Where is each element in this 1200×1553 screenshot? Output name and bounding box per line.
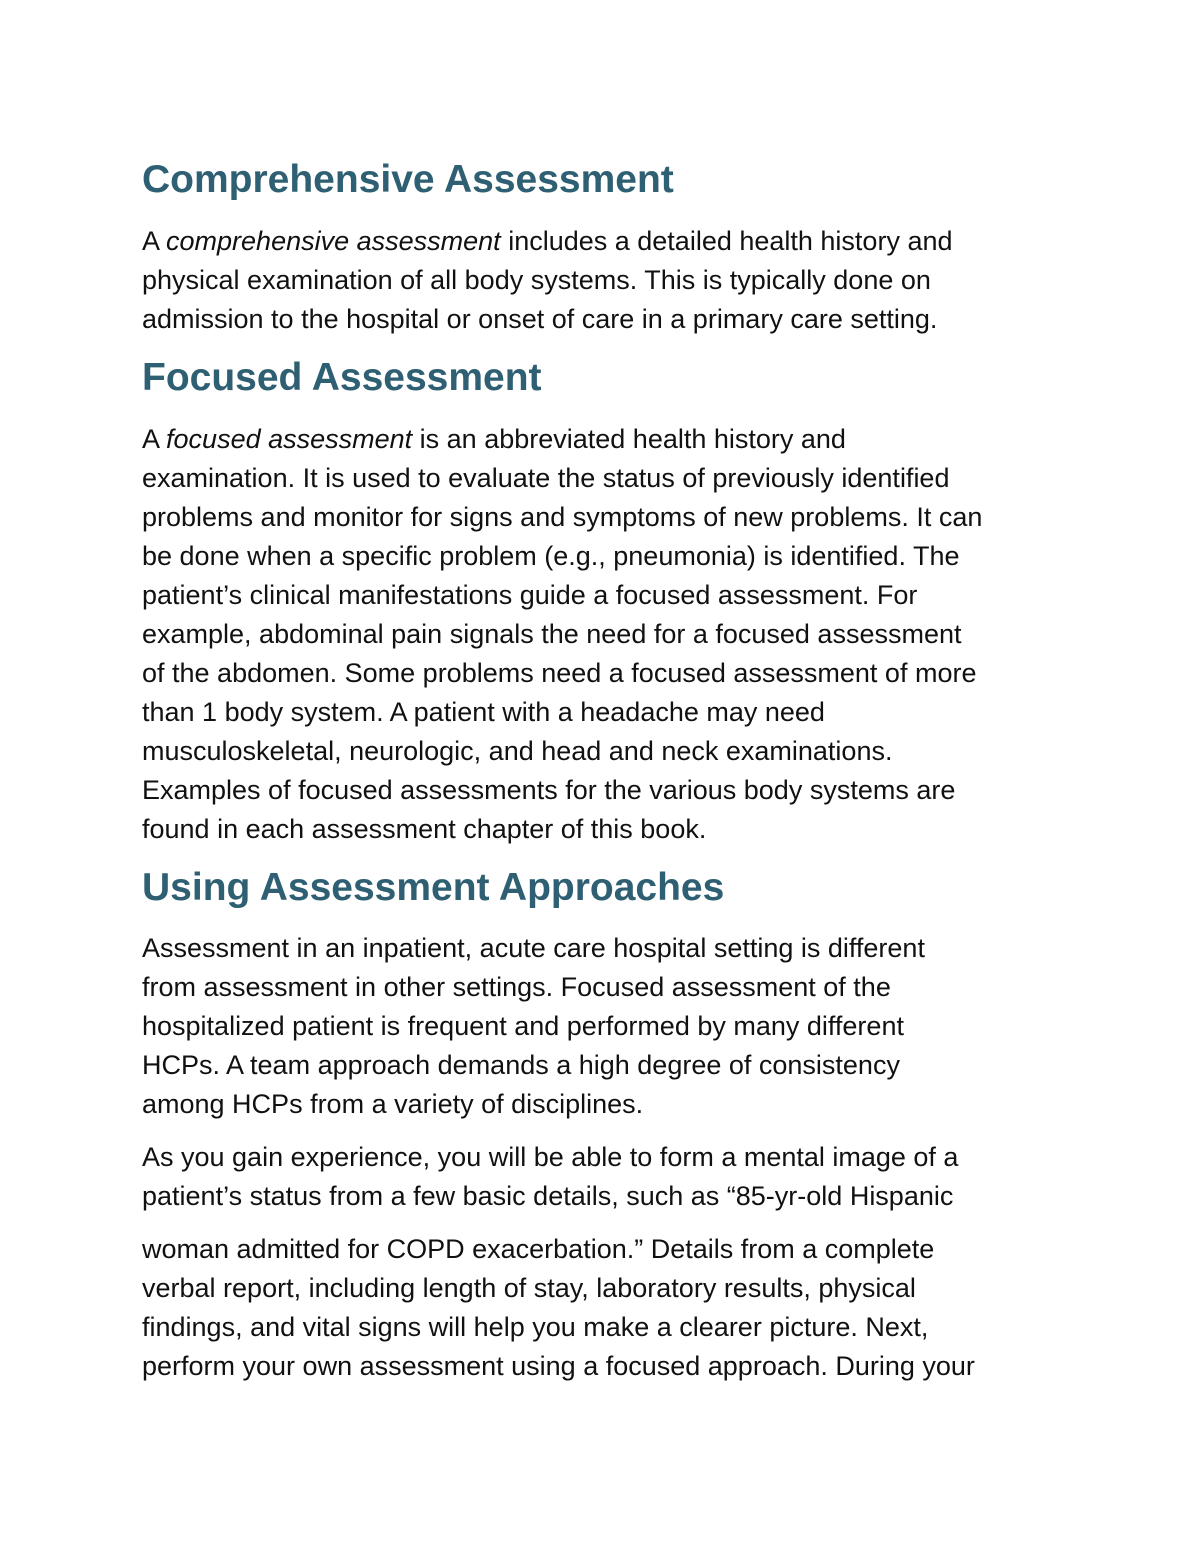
text-line: found in each assessment chapter of this book. (142, 814, 707, 844)
text-line: findings, and vital signs will help you make a clearer picture. Next, (142, 1312, 929, 1342)
text-line: patient’s clinical manifestations guide a focused assessment. For (142, 580, 918, 610)
text-line: admission to the hospital or onset of care in a primary care setting. (142, 304, 938, 334)
text-line: examination. It is used to evaluate the status of previously identified (142, 463, 950, 493)
heading-focused-assessment: Focused Assessment (142, 356, 542, 399)
text-line: verbal report, including length of stay, laboratory results, physical (142, 1273, 916, 1303)
text-line: A comprehensive assessment includes a detailed health history and (142, 226, 953, 256)
text-line: A focused assessment is an abbreviated health history and (142, 424, 846, 454)
heading-comprehensive-assessment: Comprehensive Assessment (142, 158, 674, 201)
text-line: physical examination of all body systems. This is typically done on (142, 265, 931, 295)
emphasis-term: focused assessment (166, 424, 413, 454)
text-line: hospitalized patient is frequent and performed by many different (142, 1011, 904, 1041)
text-line: patient’s status from a few basic details, such as “85-yr-old Hispanic (142, 1181, 954, 1211)
paragraph-using-approaches-2 (142, 1138, 958, 1216)
text-line: musculoskeletal, neurologic, and head and neck examinations. (142, 736, 893, 766)
paragraph-focused-assessment (142, 420, 982, 849)
text-line: woman admitted for COPD exacerbation.” Details from a complete (142, 1234, 935, 1264)
text-line: from assessment in other settings. Focused assessment of the (142, 972, 891, 1002)
text-line: of the abdomen. Some problems need a focused assessment of more (142, 658, 977, 688)
text-line: problems and monitor for signs and symptoms of new problems. It can (142, 502, 983, 532)
emphasis-term: comprehensive assessment (166, 226, 501, 256)
text-line: be done when a specific problem (e.g., pneumonia) is identified. The (142, 541, 960, 571)
text-line: HCPs. A team approach demands a high degree of consistency (142, 1050, 900, 1080)
text-line: example, abdominal pain signals the need for a focused assessment (142, 619, 962, 649)
text-line: Assessment in an inpatient, acute care hospital setting is different (142, 933, 925, 963)
paragraph-using-approaches-3 (142, 1230, 975, 1386)
text-line: As you gain experience, you will be able to form a mental image of a (142, 1142, 959, 1172)
text-line: among HCPs from a variety of disciplines. (142, 1089, 644, 1119)
text-line: perform your own assessment using a focused approach. During your (142, 1351, 975, 1381)
heading-using-assessment-approaches: Using Assessment Approaches (142, 866, 725, 909)
text-line: than 1 body system. A patient with a headache may need (142, 697, 825, 727)
text-line: Examples of focused assessments for the various body systems are (142, 775, 956, 805)
paragraph-comprehensive-assessment (142, 222, 953, 339)
paragraph-using-approaches-1 (142, 929, 925, 1124)
